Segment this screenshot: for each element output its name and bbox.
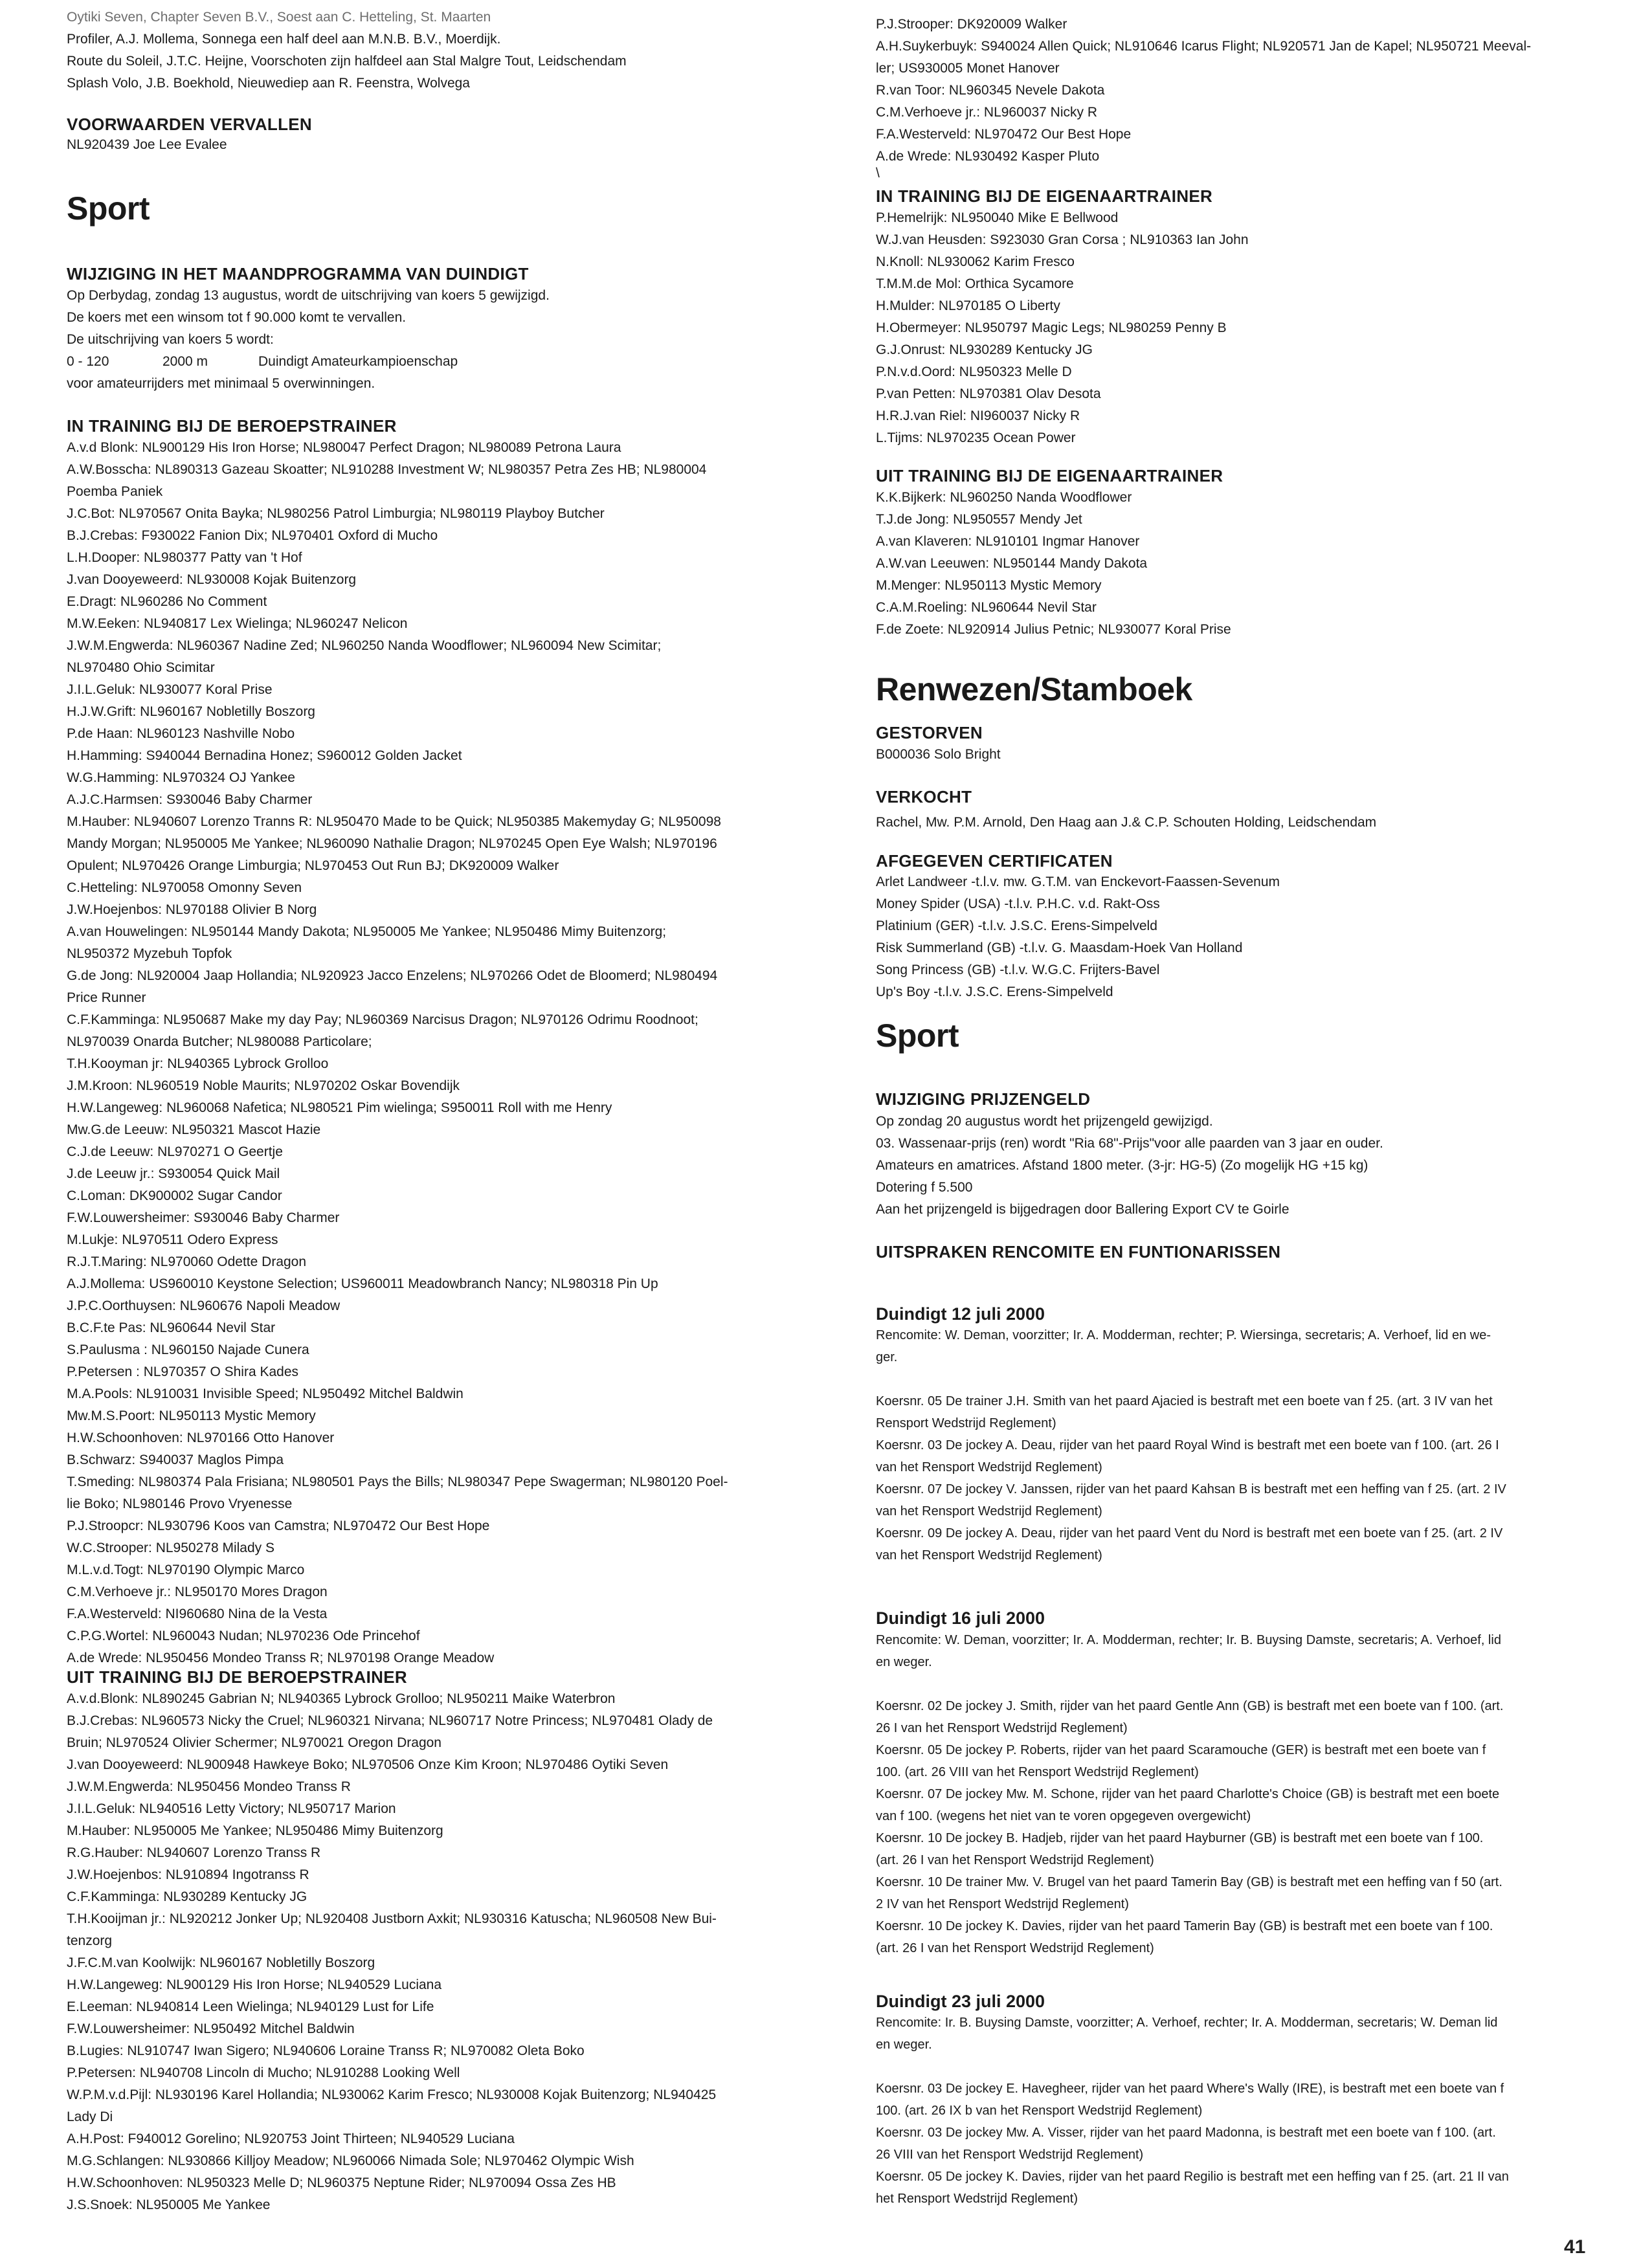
list-item: P.Petersen: NL940708 Lincoln di Mucho; NL910288 Looking Well (67, 2065, 460, 2080)
list-item: A.H.Post: F940012 Gorelino; NL920753 Joint Thirteen; NL940529 Luciana (67, 2131, 515, 2146)
sport-section-title-right: Sport (876, 1017, 959, 1054)
list-item: P.N.v.d.Oord: NL950323 Melle D (876, 364, 1072, 379)
list-item: E.Dragt: NL960286 No Comment (67, 594, 267, 609)
list-item: J.de Leeuw jr.: S930054 Quick Mail (67, 1166, 280, 1181)
text-line: van f 100. (wegens het niet van te voren opgegeven overgewicht) (876, 1809, 1251, 1823)
uit-training-beroepstrainer-heading: UIT TRAINING BIJ DE BEROEPSTRAINER (67, 1667, 407, 1687)
list-item: M.W.Eeken: NL940817 Lex Wielinga; NL960247 Nelicon (67, 616, 408, 631)
text-line: Koersnr. 05 De jockey P. Roberts, rijder van het paard Scaramouche (GER) is bestraft met een boete van f (876, 1743, 1486, 1757)
text-line: Dotering f 5.500 (876, 1180, 973, 1195)
transfer-line: Route du Soleil, J.T.C. Heijne, Voorschoten zijn halfdeel aan Stal Malgre Tout, Leidschendam (67, 54, 627, 69)
list-item: H.Obermeyer: NL950797 Magic Legs; NL980259 Penny B (876, 320, 1227, 335)
list-item: G.J.Onrust: NL930289 Kentucky JG (876, 342, 1093, 357)
list-item: lie Boko; NL980146 Provo Vryenesse (67, 1496, 293, 1511)
verkocht-heading: VERKOCHT (876, 787, 972, 806)
list-item: T.Smeding: NL980374 Pala Frisiana; NL980501 Pays the Bills; NL980347 Pepe Swagerman; NL980120 Poel- (67, 1474, 728, 1489)
text-line: Rencomite: W. Deman, voorzitter; Ir. A. Modderman, rechter; P. Wiersinga, secretaris; A. Verhoef, lid en we- (876, 1328, 1491, 1342)
text-line: en weger. (876, 1655, 932, 1669)
text-line: Koersnr. 07 De jockey Mw. M. Schone, rijder van het paard Charlotte's Choice (GB) is bestraft met een boete (876, 1787, 1500, 1801)
list-item: Money Spider (USA) -t.l.v. P.H.C. v.d. Rakt-Oss (876, 896, 1160, 911)
gestorven-heading: GESTORVEN (876, 723, 983, 742)
list-item: P.van Petten: NL970381 Olav Desota (876, 386, 1101, 401)
list-item: A.v.d.Blonk: NL890245 Gabrian N; NL940365 Lybrock Grolloo; NL950211 Maike Waterbron (67, 1691, 616, 1706)
list-item: W.P.M.v.d.Pijl: NL930196 Karel Hollandia; NL930062 Karim Fresco; NL930008 Kojak Buitenzorg; NL940425 (67, 2087, 717, 2102)
duindigt-12-juli-heading: Duindigt 12 juli 2000 (876, 1304, 1045, 1324)
text-line: Koersnr. 10 De jockey K. Davies, rijder van het paard Tamerin Bay (GB) is bestraft met een boete van f 100. (876, 1919, 1493, 1933)
in-training-beroepstrainer-heading: IN TRAINING BIJ DE BEROEPSTRAINER (67, 416, 397, 436)
list-item: A.de Wrede: NL930492 Kasper Pluto (876, 149, 1100, 164)
duindigt-23-juli-heading: Duindigt 23 juli 2000 (876, 1992, 1045, 2011)
list-item: M.G.Schlangen: NL930866 Killjoy Meadow; NL960066 Nimada Sole; NL970462 Olympic Wish (67, 2153, 634, 2168)
text-line: van het Rensport Wedstrijd Reglement) (876, 1460, 1102, 1474)
text-line: Op Derbydag, zondag 13 augustus, wordt de uitschrijving van koers 5 gewijzigd. (67, 288, 550, 303)
text-line: en weger. (876, 2038, 932, 2052)
list-item: J.van Dooyeweerd: NL900948 Hawkeye Boko; NL970506 Onze Kim Kroon; NL970486 Oytiki Seven (67, 1757, 669, 1772)
list-item: J.C.Bot: NL970567 Onita Bayka; NL980256 Patrol Limburgia; NL980119 Playboy Butcher (67, 506, 605, 521)
text-line: van het Rensport Wedstrijd Reglement) (876, 1548, 1102, 1562)
text-line: 26 I van het Rensport Wedstrijd Reglement) (876, 1721, 1128, 1735)
list-item: A.van Houwelingen: NL950144 Mandy Dakota; NL950005 Me Yankee; NL950486 Mimy Buitenzorg; (67, 924, 667, 939)
maandprogramma-heading: WIJZIGING IN HET MAANDPROGRAMMA VAN DUINDIGT (67, 264, 529, 284)
list-item: A.W.van Leeuwen: NL950144 Mandy Dakota (876, 556, 1148, 571)
duindigt-16-juli-heading: Duindigt 16 juli 2000 (876, 1608, 1045, 1628)
list-item: NL970480 Ohio Scimitar (67, 660, 215, 675)
text-line (876, 1368, 1640, 1390)
list-item: R.J.T.Maring: NL970060 Odette Dragon (67, 1254, 307, 1269)
duindigt-16-juli-text (876, 1629, 1640, 1959)
list-item: C.P.G.Wortel: NL960043 Nudan; NL970236 Ode Princehof (67, 1629, 420, 1643)
text-line: Amateurs en amatrices. Afstand 1800 meter. (3-jr: HG-5) (Zo mogelijk HG +15 kg) (876, 1158, 1368, 1173)
maandprogramma-text (67, 285, 843, 395)
text-line: het Rensport Wedstrijd Reglement) (876, 2192, 1078, 2206)
list-item: W.G.Hamming: NL970324 OJ Yankee (67, 770, 295, 785)
voorwaarden-vervallen-heading: VOORWAARDEN VERVALLEN (67, 115, 313, 134)
list-item: Song Princess (GB) -t.l.v. W.G.C. Frijters-Bavel (876, 962, 1160, 977)
transfer-line: Splash Volo, J.B. Boekhold, Nieuwediep aan R. Feenstra, Wolvega (67, 76, 470, 91)
list-item: B.Lugies: NL910747 Iwan Sigero; NL940606 Loraine Transs R; NL970082 Oleta Boko (67, 2043, 585, 2058)
list-item: T.J.de Jong: NL950557 Mendy Jet (876, 512, 1082, 527)
list-item: A.van Klaveren: NL910101 Ingmar Hanover (876, 534, 1140, 549)
in-training-eigenaartrainer-heading: IN TRAINING BIJ DE EIGENAARTRAINER (876, 186, 1213, 206)
list-item: C.F.Kamminga: NL930289 Kentucky JG (67, 1889, 307, 1904)
list-item: F.A.Westerveld: NI960680 Nina de la Vesta (67, 1606, 328, 1621)
list-item: Mandy Morgan; NL950005 Me Yankee; NL960090 Nathalie Dragon; NL970245 Open Eye Walsh; NL970196 (67, 836, 717, 851)
list-item: T.M.M.de Mol: Orthica Sycamore (876, 276, 1074, 291)
text-line: Rencomite: W. Deman, voorzitter; Ir. A. Modderman, rechter; Ir. B. Buysing Damste, secretaris; A. Verhoef, lid (876, 1633, 1501, 1647)
text-line: Koersnr. 05 De trainer J.H. Smith van het paard Ajacied is bestraft met een boete van f 25. (art. 3 IV van het (876, 1394, 1493, 1408)
text-line: 2 IV van het Rensport Wedstrijd Reglement) (876, 1897, 1129, 1911)
text-line (876, 2056, 1640, 2078)
text-line: 100. (art. 26 VIII van het Rensport Wedstrijd Reglement) (876, 1765, 1199, 1779)
text-line: voor amateurrijders met minimaal 5 overwinningen. (67, 376, 375, 391)
text-line: (art. 26 I van het Rensport Wedstrijd Reglement) (876, 1853, 1154, 1867)
list-item: W.J.van Heusden: S923030 Gran Corsa ; NL910363 Ian John (876, 232, 1249, 247)
list-item: F.W.Louwersheimer: NL950492 Mitchel Baldwin (67, 2021, 355, 2036)
list-item: Mw.G.de Leeuw: NL950321 Mascot Hazie (67, 1122, 321, 1137)
text-line: De koers met een winsom tot f 90.000 komt te vervallen. (67, 310, 407, 325)
list-item: C.J.de Leeuw: NL970271 O Geertje (67, 1144, 283, 1159)
afgegeven-certificaten-list (876, 871, 1640, 1003)
list-item: Platinium (GER) -t.l.v. J.S.C. Erens-Simpelveld (876, 918, 1157, 933)
list-item: P.Petersen : NL970357 O Shira Kades (67, 1364, 299, 1379)
list-item: F.de Zoete: NL920914 Julius Petnic; NL930077 Koral Prise (876, 622, 1231, 637)
list-item: Opulent; NL970426 Orange Limburgia; NL970453 Out Run BJ; DK920009 Walker (67, 858, 559, 873)
list-item: J.S.Snoek: NL950005 Me Yankee (67, 2197, 271, 2212)
list-item: J.I.L.Geluk: NL930077 Koral Prise (67, 682, 273, 697)
list-item: P.J.Stroopcr: NL930796 Koos van Camstra; NL970472 Our Best Hope (67, 1518, 490, 1533)
in-training-beroepstrainer-list (67, 437, 843, 1669)
continued-list (876, 14, 1640, 179)
list-item: C.M.Verhoeve jr.: NL960037 Nicky R (876, 105, 1097, 120)
race-distance: 2000 m (162, 354, 208, 369)
list-item: F.W.Louwersheimer: S930046 Baby Charmer (67, 1210, 340, 1225)
text-line: ger. (876, 1350, 898, 1364)
list-item: R.G.Hauber: NL940607 Lorenzo Transs R (67, 1845, 321, 1860)
renwezen-stamboek-title: Renwezen/Stamboek (876, 671, 1192, 707)
stray-mark: \ (876, 166, 880, 181)
list-item: M.Hauber: NL950005 Me Yankee; NL950486 Mimy Buitenzorg (67, 1823, 443, 1838)
list-item: C.Loman: DK900002 Sugar Candor (67, 1188, 282, 1203)
list-item: ler; US930005 Monet Hanover (876, 61, 1060, 76)
in-training-eigenaartrainer-list (876, 207, 1640, 449)
list-item: M.Lukje: NL970511 Odero Express (67, 1232, 278, 1247)
text-line: 100. (art. 26 IX b van het Rensport Wedstrijd Reglement) (876, 2104, 1203, 2118)
list-item: H.W.Schoonhoven: NL970166 Otto Hanover (67, 1430, 335, 1445)
list-item: G.de Jong: NL920004 Jaap Hollandia; NL920923 Jacco Enzelens; NL970266 Odet de Bloomerd; NL980494 (67, 968, 718, 983)
uitspraken-rencomite-heading: UITSPRAKEN RENCOMITE EN FUNTIONARISSEN (876, 1242, 1281, 1262)
list-item: J.M.Kroon: NL960519 Noble Maurits; NL970202 Oskar Bovendijk (67, 1078, 460, 1093)
wijziging-prijzengeld-heading: WIJZIGING PRIJZENGELD (876, 1089, 1091, 1109)
list-item: Poemba Paniek (67, 484, 163, 499)
sport-section-title: Sport (67, 190, 150, 227)
uit-training-eigenaartrainer-heading: UIT TRAINING BIJ DE EIGENAARTRAINER (876, 466, 1223, 485)
list-item: B.Schwarz: S940037 Maglos Pimpa (67, 1452, 284, 1467)
text-line: 26 VIII van het Rensport Wedstrijd Reglement) (876, 2148, 1144, 2162)
list-item: T.H.Kooijman jr.: NL920212 Jonker Up; NL920408 Justborn Axkit; NL930316 Katuscha; NL960508 New Bui- (67, 1911, 717, 1926)
list-item: H.J.W.Grift: NL960167 Nobletilly Boszorg (67, 704, 315, 719)
list-item: M.Hauber: NL940607 Lorenzo Tranns R: NL950470 Made to be Quick; NL950385 Makemyday G; NL950098 (67, 814, 721, 829)
page-number: 41 (1564, 2236, 1586, 2258)
list-item: Risk Summerland (GB) -t.l.v. G. Maasdam-Hoek Van Holland (876, 940, 1243, 955)
list-item: NL970039 Onarda Butcher; NL980088 Particolare; (67, 1034, 372, 1049)
text-line: Koersnr. 03 De jockey Mw. A. Visser, rijder van het paard Madonna, is bestraft met een boete van f 100. (art. (876, 2126, 1496, 2140)
list-item: H.W.Langeweg: NL960068 Nafetica; NL980521 Pim wielinga; S950011 Roll with me Henry (67, 1100, 612, 1115)
text-line: Koersnr. 10 De trainer Mw. V. Brugel van het paard Tamerin Bay (GB) is bestraft met een heffing van f 50 (art. (876, 1875, 1502, 1889)
text-line: De uitschrijving van koers 5 wordt: (67, 332, 274, 347)
list-item: T.H.Kooyman jr: NL940365 Lybrock Grolloo (67, 1056, 329, 1071)
list-item: L.Tijms: NL970235 Ocean Power (876, 430, 1076, 445)
list-item: J.W.M.Engwerda: NL950456 Mondeo Transs R (67, 1779, 351, 1794)
race-handicap: 0 - 120 (67, 354, 109, 369)
list-item: C.A.M.Roeling: NL960644 Nevil Star (876, 600, 1097, 615)
text-line: Koersnr. 10 De jockey B. Hadjeb, rijder van het paard Hayburner (GB) is bestraft met een boete van f 100. (876, 1831, 1484, 1845)
list-item: F.A.Westerveld: NL970472 Our Best Hope (876, 127, 1132, 142)
text-line: 03. Wassenaar-prijs (ren) wordt "Ria 68"-Prijs"voor alle paarden van 3 jaar en ouder. (876, 1136, 1383, 1151)
gestorven-line: B000036 Solo Bright (876, 747, 1001, 762)
list-item: H.W.Langeweg: NL900129 His Iron Horse; NL940529 Luciana (67, 1977, 442, 1992)
ownership-transfer-list (67, 6, 843, 94)
list-item: Lady Di (67, 2109, 113, 2124)
list-item: J.W.Hoejenbos: NL910894 Ingotranss R (67, 1867, 309, 1882)
text-line: (art. 26 I van het Rensport Wedstrijd Reglement) (876, 1941, 1154, 1955)
list-item: A.v.d Blonk: NL900129 His Iron Horse; NL980047 Perfect Dragon; NL980089 Petrona Laura (67, 440, 621, 455)
list-item: J.van Dooyeweerd: NL930008 Kojak Buitenzorg (67, 572, 357, 587)
list-item: C.F.Kamminga: NL950687 Make my day Pay; NL960369 Narcisus Dragon; NL970126 Odrimu Roodnoot; (67, 1012, 698, 1027)
list-item: A.H.Suykerbuyk: S940024 Allen Quick; NL910646 Icarus Flight; NL920571 Jan de Kapel; NL950721 Meeval- (876, 39, 1532, 54)
list-item: H.Mulder: NL970185 O Liberty (876, 298, 1060, 313)
verkocht-line: Rachel, Mw. P.M. Arnold, Den Haag aan J.& C.P. Schouten Holding, Leidschendam (876, 815, 1377, 830)
list-item: B.C.F.te Pas: NL960644 Nevil Star (67, 1320, 276, 1335)
text-line: Koersnr. 03 De jockey A. Deau, rijder van het paard Royal Wind is bestraft met een boete van f 100. (art. 26 I (876, 1438, 1499, 1452)
list-item: tenzorg (67, 1933, 113, 1948)
list-item: L.H.Dooper: NL980377 Patty van 't Hof (67, 550, 302, 565)
list-item: C.Hetteling: NL970058 Omonny Seven (67, 880, 302, 895)
text-line: van het Rensport Wedstrijd Reglement) (876, 1504, 1102, 1518)
list-item: B.J.Crebas: NL960573 Nicky the Cruel; NL960321 Nirvana; NL960717 Notre Princess; NL970481 Olady de (67, 1713, 713, 1728)
text-line: Koersnr. 09 De jockey A. Deau, rijder van het paard Vent du Nord is bestraft met een boete van f 25. (art. 2 IV (876, 1526, 1503, 1540)
text-line: Aan het prijzengeld is bijgedragen door Ballering Export CV te Goirle (876, 1202, 1289, 1217)
list-item: J.W.M.Engwerda: NL960367 Nadine Zed; NL960250 Nanda Woodflower; NL960094 New Scimitar; (67, 638, 662, 653)
transfer-line: Oytiki Seven, Chapter Seven B.V., Soest aan C. Hetteling, St. Maarten (67, 10, 491, 25)
duindigt-23-juli-text (876, 2012, 1640, 2210)
list-item: A.J.Mollema: US960010 Keystone Selection; US960011 Meadowbranch Nancy; NL980318 Pin Up (67, 1276, 658, 1291)
text-line: Koersnr. 03 De jockey E. Havegheer, rijder van het paard Where's Wally (IRE), is bestraft met een boete van f (876, 2082, 1504, 2096)
wijziging-prijzengeld-text (876, 1111, 1640, 1221)
race-spec-row (67, 351, 843, 373)
list-item: B.J.Crebas: F930022 Fanion Dix; NL970401 Oxford di Mucho (67, 528, 438, 543)
list-item: M.Menger: NL950113 Mystic Memory (876, 578, 1102, 593)
afgegeven-certificaten-heading: AFGEGEVEN CERTIFICATEN (876, 851, 1113, 871)
list-item: A.J.C.Harmsen: S930046 Baby Charmer (67, 792, 313, 807)
list-item: NL950372 Myzebuh Topfok (67, 946, 232, 961)
race-name: Duindigt Amateurkampioenschap (258, 354, 458, 369)
voorwaarden-vervallen-line: NL920439 Joe Lee Evalee (67, 137, 227, 152)
list-item: C.M.Verhoeve jr.: NL950170 Mores Dragon (67, 1584, 328, 1599)
uit-training-eigenaartrainer-list (876, 487, 1640, 641)
transfer-line: Profiler, A.J. Mollema, Sonnega een half deel aan M.N.B. B.V., Moerdijk. (67, 32, 501, 47)
uit-training-beroepstrainer-list (67, 1688, 843, 2216)
list-item: W.C.Strooper: NL950278 Milady S (67, 1540, 274, 1555)
list-item: R.van Toor: NL960345 Nevele Dakota (876, 83, 1105, 98)
text-line: Koersnr. 07 De jockey V. Janssen, rijder van het paard Kahsan B is bestraft met een heffing van f 25. (art. 2 IV (876, 1482, 1506, 1496)
list-item: M.L.v.d.Togt: NL970190 Olympic Marco (67, 1562, 305, 1577)
list-item: J.I.L.Geluk: NL940516 Letty Victory; NL950717 Marion (67, 1801, 396, 1816)
list-item: P.de Haan: NL960123 Nashville Nobo (67, 726, 295, 741)
list-item: K.K.Bijkerk: NL960250 Nanda Woodflower (876, 490, 1132, 505)
text-line: Koersnr. 05 De jockey K. Davies, rijder van het paard Regilio is bestraft met een heffing van f 25. (art. 21 II van (876, 2170, 1509, 2184)
list-item: S.Paulusma : NL960150 Najade Cunera (67, 1342, 309, 1357)
list-item: Price Runner (67, 990, 146, 1005)
list-item: Up's Boy -t.l.v. J.S.C. Erens-Simpelveld (876, 984, 1113, 999)
list-item: H.R.J.van Riel: NI960037 Nicky R (876, 408, 1080, 423)
text-line (876, 1673, 1640, 1695)
duindigt-12-juli-text (876, 1324, 1640, 1566)
list-item: J.F.C.M.van Koolwijk: NL960167 Nobletilly Boszorg (67, 1955, 375, 1970)
list-item: J.P.C.Oorthuysen: NL960676 Napoli Meadow (67, 1298, 340, 1313)
list-item: A.W.Bosscha: NL890313 Gazeau Skoatter; NL910288 Investment W; NL980357 Petra Zes HB; NL980004 (67, 462, 707, 477)
list-item: A.de Wrede: NL950456 Mondeo Transs R; NL970198 Orange Meadow (67, 1651, 495, 1665)
text-line: Rensport Wedstrijd Reglement) (876, 1416, 1056, 1430)
list-item: M.A.Pools: NL910031 Invisible Speed; NL950492 Mitchel Baldwin (67, 1386, 463, 1401)
list-item: J.W.Hoejenbos: NL970188 Olivier B Norg (67, 902, 317, 917)
list-item: E.Leeman: NL940814 Leen Wielinga; NL940129 Lust for Life (67, 1999, 434, 2014)
list-item: P.J.Strooper: DK920009 Walker (876, 17, 1067, 32)
list-item: P.Hemelrijk: NL950040 Mike E Bellwood (876, 210, 1119, 225)
list-item: H.Hamming: S940044 Bernadina Honez; S960012 Golden Jacket (67, 748, 462, 763)
list-item: Bruin; NL970524 Olivier Schermer; NL970021 Oregon Dragon (67, 1735, 441, 1750)
text-line: Koersnr. 02 De jockey J. Smith, rijder van het paard Gentle Ann (GB) is bestraft met een boete van f 100. (art. (876, 1699, 1504, 1713)
text-line: Rencomite: Ir. B. Buysing Damste, voorzitter; A. Verhoef, rechter; Ir. A. Modderman, secretaris; W. Deman lid (876, 2016, 1498, 2030)
list-item: H.W.Schoonhoven: NL950323 Melle D; NL960375 Neptune Rider; NL970094 Ossa Zes HB (67, 2175, 616, 2190)
list-item: Arlet Landweer -t.l.v. mw. G.T.M. van Enckevort-Faassen-Sevenum (876, 874, 1280, 889)
text-line: Op zondag 20 augustus wordt het prijzengeld gewijzigd. (876, 1114, 1213, 1129)
list-item: Mw.M.S.Poort: NL950113 Mystic Memory (67, 1408, 316, 1423)
list-item: N.Knoll: NL930062 Karim Fresco (876, 254, 1075, 269)
